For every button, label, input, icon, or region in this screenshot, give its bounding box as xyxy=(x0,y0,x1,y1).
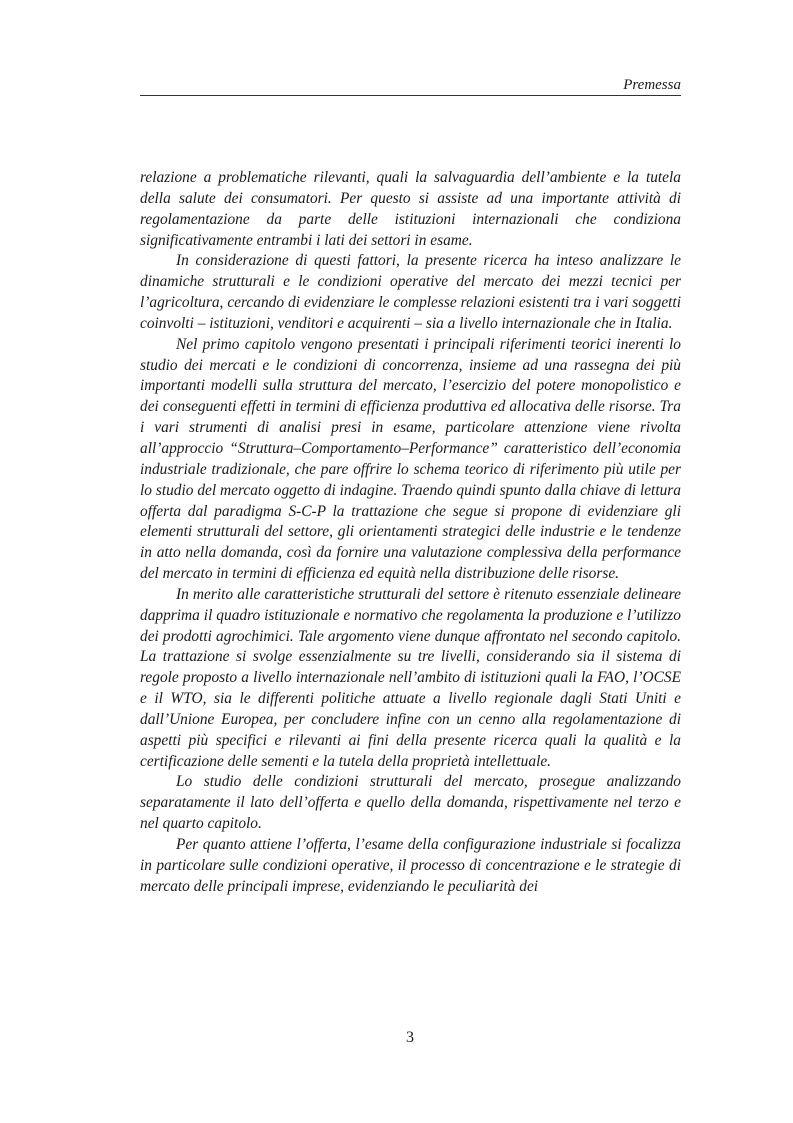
paragraph-chapters-three-four: Lo studio delle condizioni strutturali del mercato, prosegue analizzando separatamente il lato dell’offerta e quello della domanda, rispettivamente nel terzo e nel quarto capitolo. xyxy=(140,773,681,833)
paragraph-continuation: relazione a problematiche rilevanti, quali la salvaguardia dell’ambiente e la tutela della salute dei consumatori. Per questo si assiste ad una importante attività di regolamentazione da parte delle istituzioni internazionali che condiziona significativamente entrambi i lati dei settori in esame. xyxy=(140,169,681,249)
running-header-title: Premessa xyxy=(623,77,681,93)
paragraph-chapter-two: In merito alle caratteristiche strutturali del settore è ritenuto essenziale delineare dapprima il quadro istituzionale e normativo che regolamenta la produzione e l’utilizzo dei prodotti agrochimici. Tale argomento viene dunque affrontato nel secondo capitolo. La trattazione si svolge essenzialmente su tre livelli, considerando sia il sistema di regole proposto a livello internazionale nell’ambito di istituzioni quali la FAO, l’OCSE e il WTO, sia le differenti politiche attuate a livello regionale dagli Stati Uniti e dall’Unione Europea, per concludere infine con un cenno alla regolamentazione di aspetti più specifici e rilevanti ai fini della presente ricerca quali la qualità e la certificazione delle sementi e la tutela della proprietà intellettuale. xyxy=(140,585,681,770)
paragraph-chapter-one: Nel primo capitolo vengono presentati i principali riferimenti teorici inerenti lo studio dei mercati e le condizioni di concorrenza, insieme ad una rassegna dei più importanti modelli sulla struttura del mercato, l’esercizio del potere monopolistico e dei conseguenti effetti in termini di efficienza produttiva ed allocativa delle risorse. Tra i vari strumenti di analisi presi in esame, particolare attenzione viene rivolta all’approccio “Struttura–Comportamento–Performance” caratteristico dell’economia industriale tradizionale, che pare offrire lo schema teorico di riferimento più utile per lo studio del mercato oggetto di indagine. Traendo quindi spunto dalla chiave di lettura offerta dal paradigma S-C-P la trattazione che segue si propone di evidenziare gli elementi strutturali del settore, gli orientamenti strategici delle industrie e le tendenze in atto nella domanda, così da fornire una valutazione complessiva della performance del mercato in termini di efficienza ed equità nella distribuzione delle risorse. xyxy=(140,335,681,583)
paragraph-supply-analysis: Per quanto attiene l’offerta, l’esame della configurazione industriale si focalizza in particolare sulle condizioni operative, il processo di concentrazione e le strategie di mercato delle principali imprese, evidenziando le peculiarità dei xyxy=(140,836,681,895)
paragraph-research-aim: In considerazione di questi fattori, la presente ricerca ha inteso analizzare le dinamiche strutturali e le condizioni operative del mercato dei mezzi tecnici per l’agricoltura, cercando di evidenziare le complesse relazioni esistenti tra i vari soggetti coinvolti – istituzioni, venditori e acquirenti – sia a livello internazionale che in Italia. xyxy=(140,252,681,332)
page-header xyxy=(140,76,681,96)
body-text xyxy=(140,168,681,898)
page-number: 3 xyxy=(406,1029,414,1046)
